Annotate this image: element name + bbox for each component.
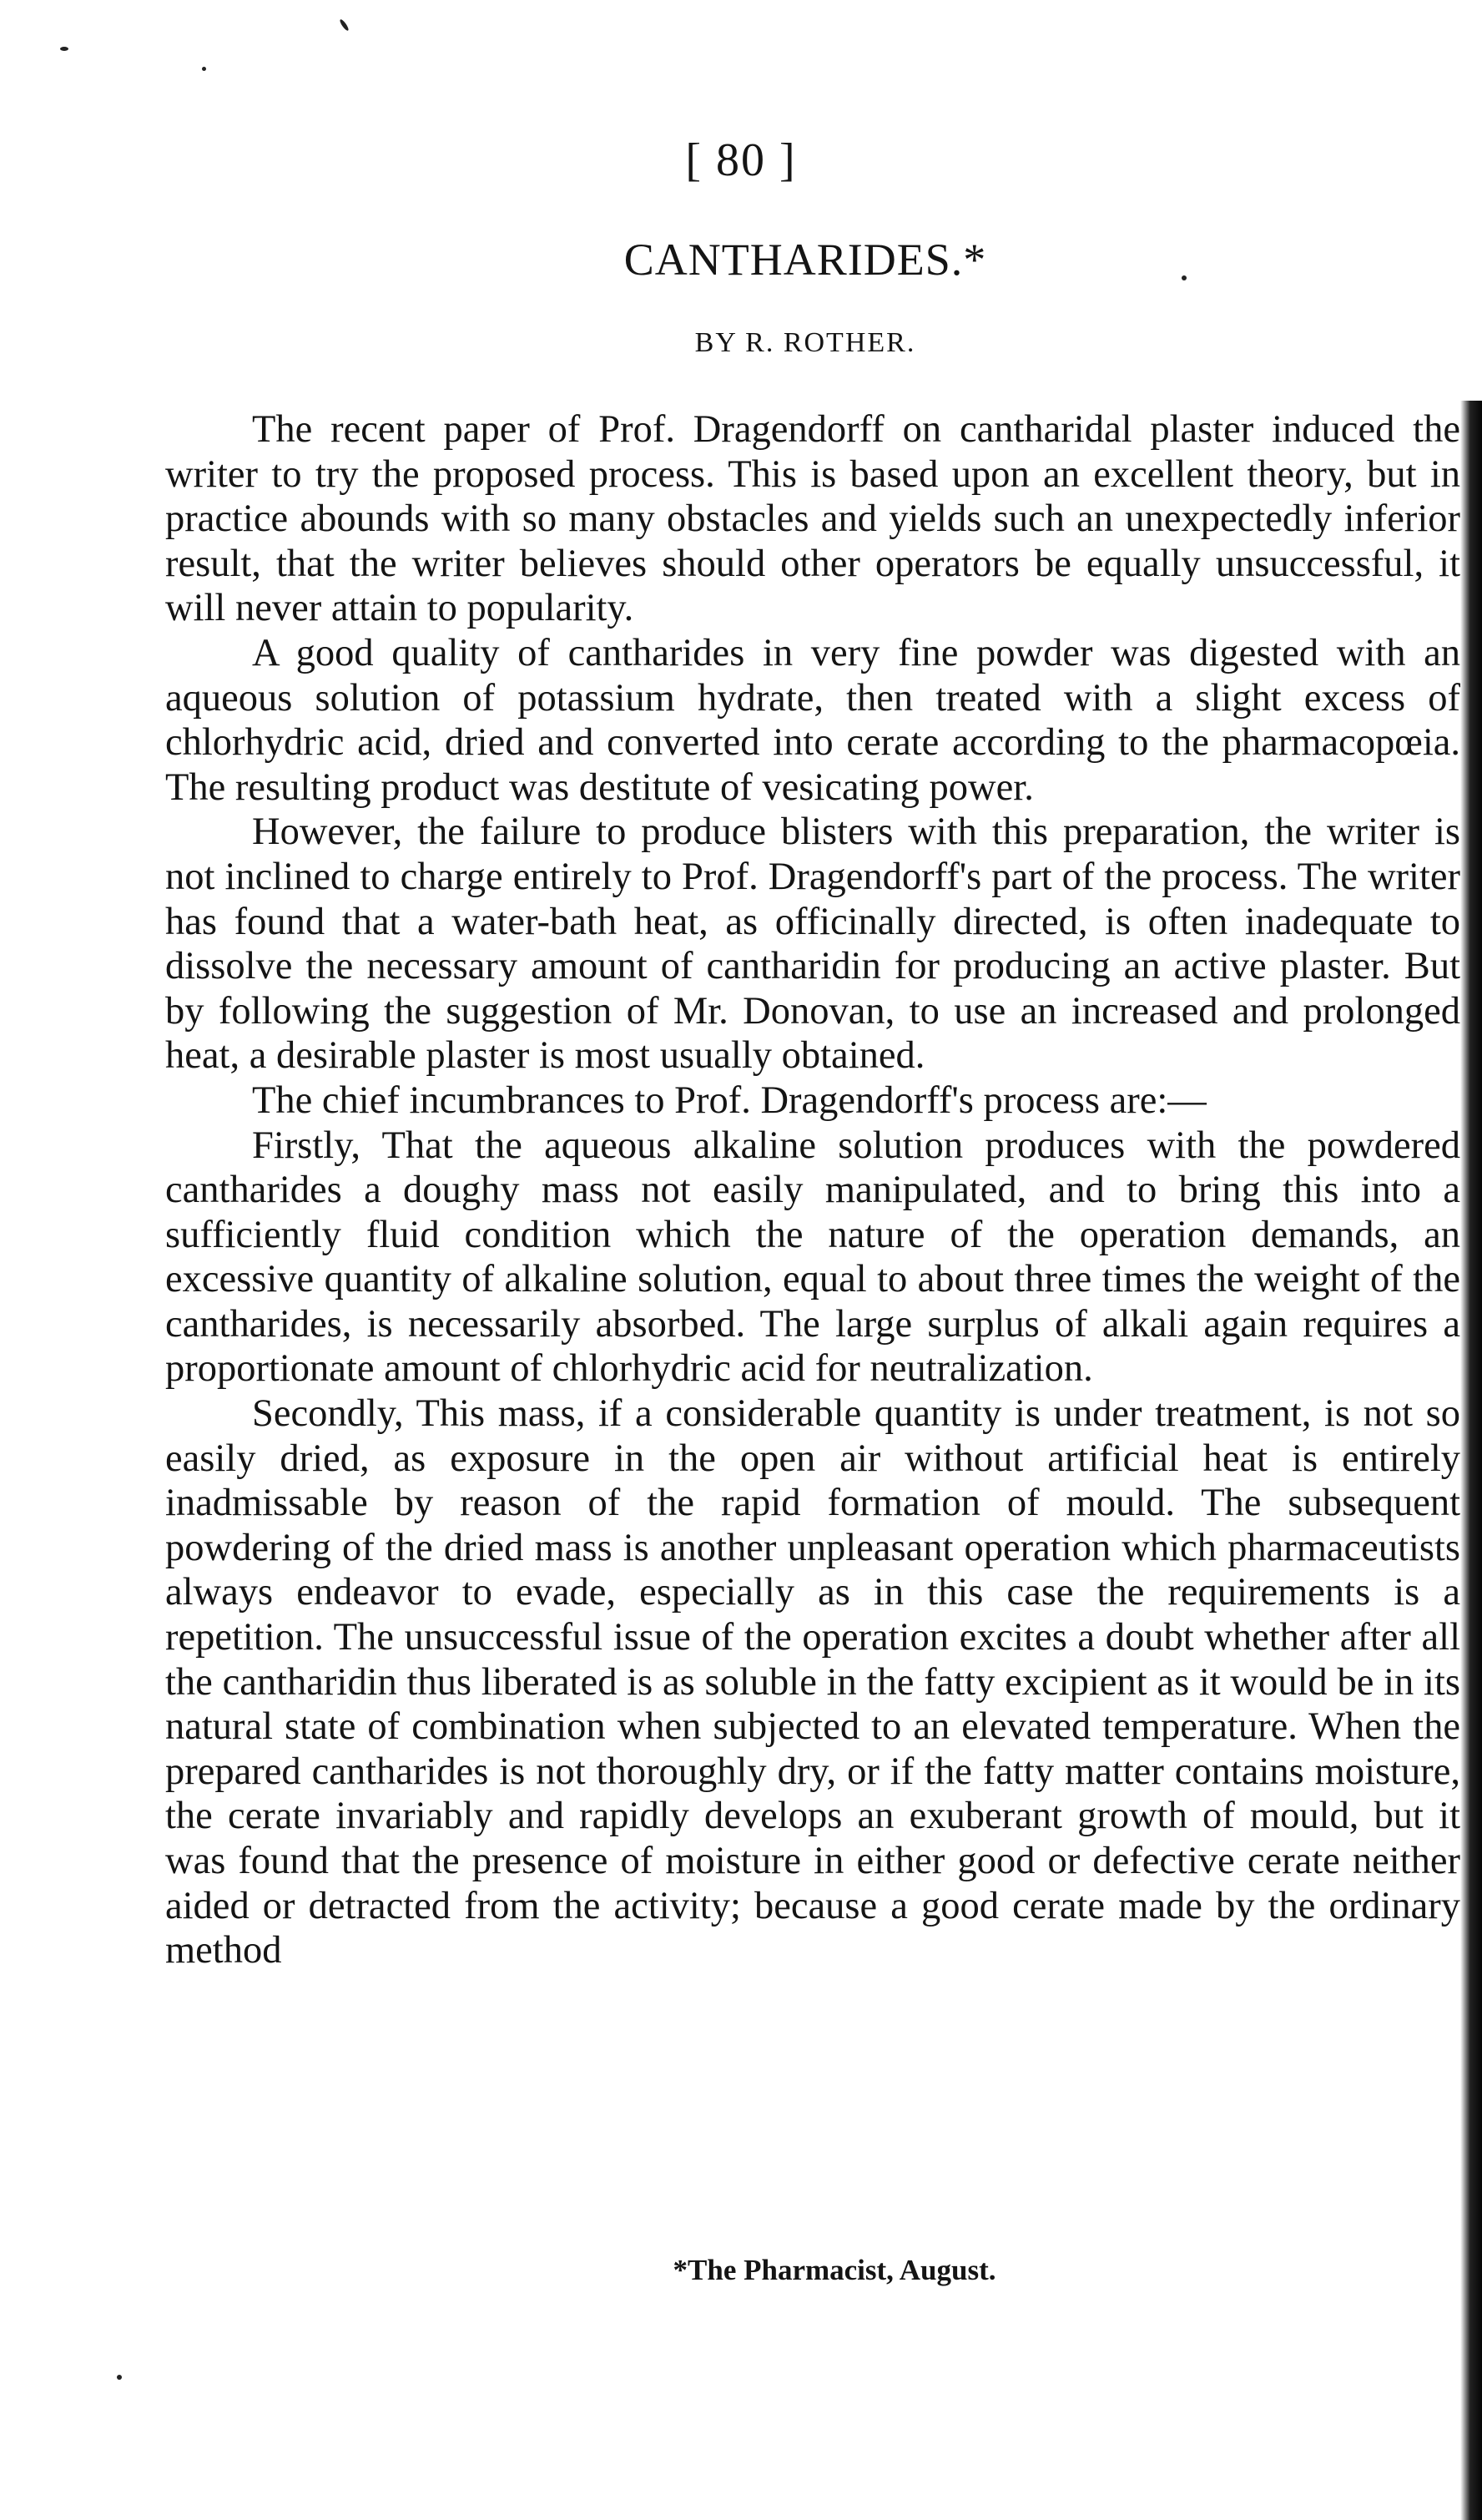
- scan-speck: [117, 2375, 122, 2380]
- paragraph: The recent paper of Prof. Dragendorff on cantharidal plaster induced the writer to try the proposed process. This is based upon an excellent theory, but in practice abounds with so many obstacles and yields such an unexpectedly inferior result, that the writer believes should other operators be equally unsuccessful, it will never attain to popularity.: [165, 408, 1460, 630]
- footnote: *The Pharmacist, August.: [673, 2254, 996, 2286]
- scan-speck: [202, 67, 206, 71]
- paragraph: A good quality of cantharides in very fine powder was digested with an aqueous solution of potassium hydrate, then treated with a slight excess of chlorhydric acid, dried and converted into cerate according to the pharmacopœia. The resulting product was destitute of vesicating power.: [165, 631, 1460, 809]
- article-byline: BY R. ROTHER.: [694, 327, 916, 358]
- article-body: [165, 407, 1460, 1973]
- paragraph: Secondly, This mass, if a considerable quantity is under treatment, is not so easily dried, as exposure in the open air without artificial heat is entirely inadmissable by reason of the rapid formation of mould. The subsequent powdering of the dried mass is another unpleasant operation which pharmaceutists always endeavor to evade, especially as in this case the requirements is a repetition. The unsuccessful issue of the operation excites a doubt whether after all the cantharidin thus liberated is as soluble in the fatty excipient as it would be in its natural state of combination when subjected to an elevated temperature. When the prepared cantharides is not thoroughly dry, or if the fatty matter contains moisture, the cerate invariably and rapidly develops an exuberant growth of mould, but it was found that the presence of moisture in either good or defective cerate neither aided or detracted from the activity; because a good cerate made by the ordinary method: [165, 1392, 1460, 1972]
- paragraph: The chief incumbrances to Prof. Dragendorff's process are:—: [252, 1078, 1207, 1122]
- scan-speck: [60, 47, 68, 51]
- scan-speck: [1182, 275, 1187, 280]
- scan-margin-shadow: [1460, 401, 1482, 2520]
- article-title: CANTHARIDES.*: [623, 235, 987, 285]
- page-number: [ 80 ]: [685, 134, 797, 186]
- paragraph: However, the failure to produce blisters with this preparation, the writer is not inclined to charge entirely to Prof. Dragendorff's part of the process. The writer has found that a water-bath heat, as officinally directed, is often inadequate to dissolve the necessary amount of cantharidin for producing an active plaster. But by following the suggestion of Mr. Donovan, to use an increased and prolonged heat, a desirable plaster is most usually obtained.: [165, 811, 1460, 1078]
- scan-speck: [339, 18, 350, 32]
- paragraph: Firstly, That the aqueous alkaline solution produces with the powdered cantharides a doughy mass not easily manipulated, and to bring this into a sufficiently fluid condition which the nature of the operation demands, an excessive quantity of alkaline solution, equal to about three times the weight of the cantharides, is necessarily absorbed. The large surplus of alkali again requires a proportionate amount of chlorhydric acid for neutralization.: [165, 1124, 1460, 1391]
